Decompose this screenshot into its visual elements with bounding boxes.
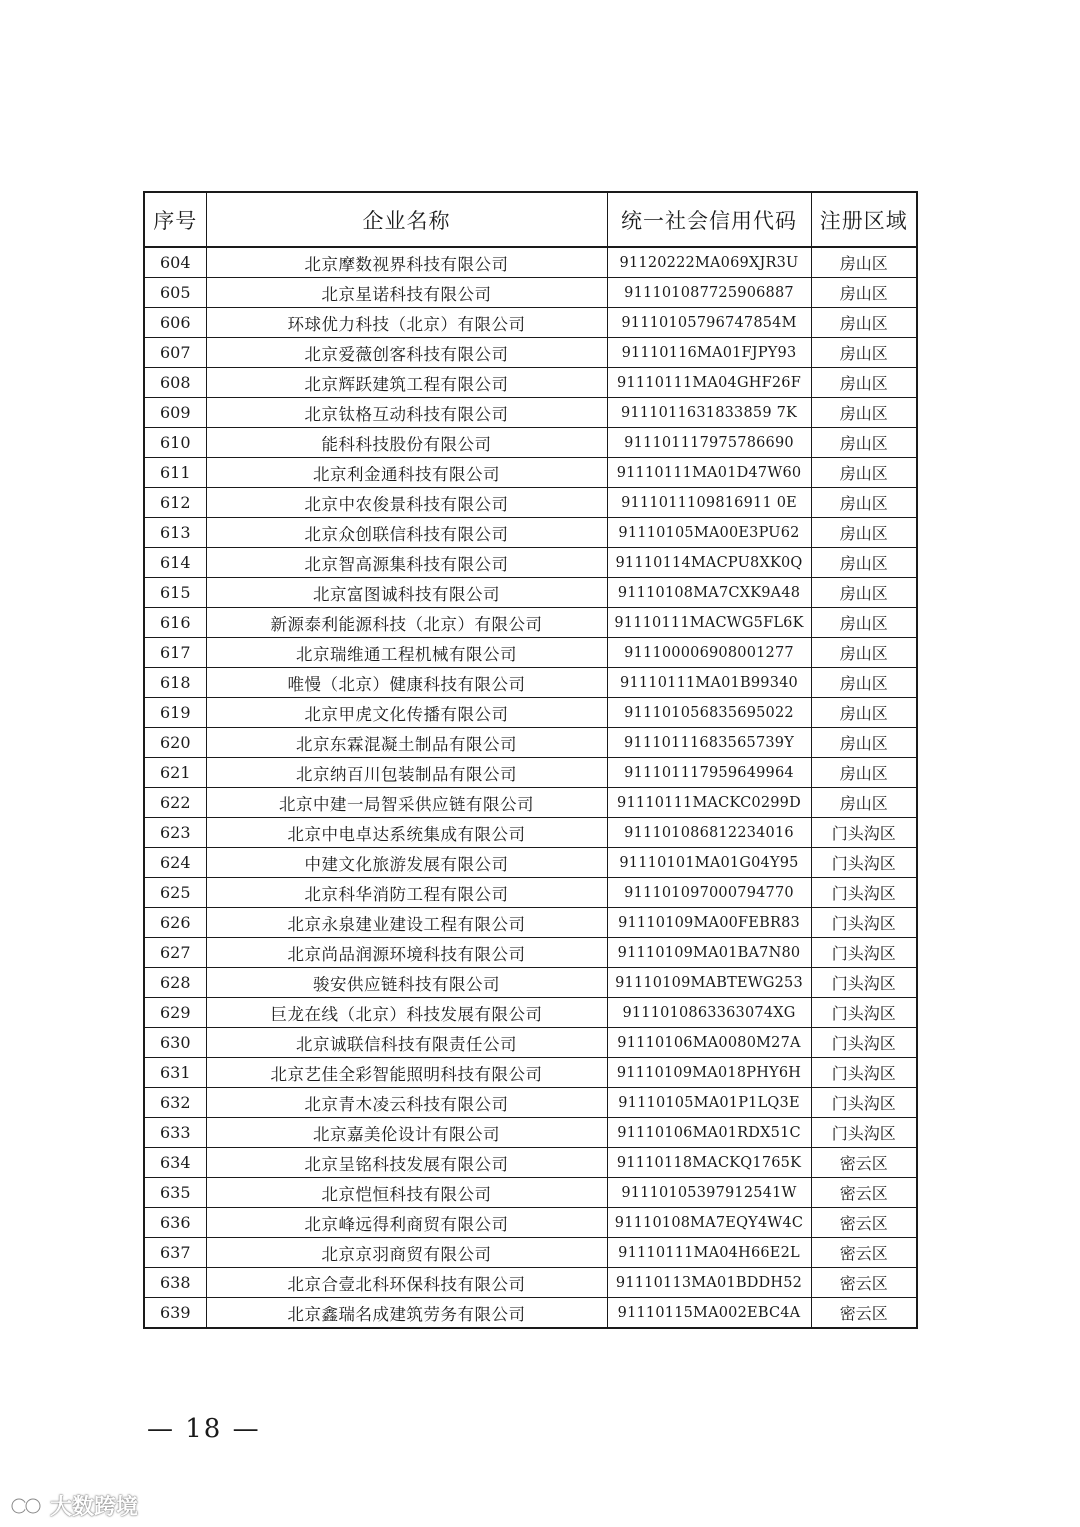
cell-company-name: 北京中电卓达系统集成有限公司 — [206, 818, 607, 848]
cell-company-name: 北京爱薇创客科技有限公司 — [206, 338, 607, 368]
cell-district: 密云区 — [811, 1268, 917, 1298]
table-row — [144, 608, 917, 638]
cell-district: 房山区 — [811, 548, 917, 578]
cell-credit-code: 91110111MA04H66E2L — [607, 1238, 811, 1268]
cell-company-name: 北京科华消防工程有限公司 — [206, 878, 607, 908]
cell-credit-code: 91110111MACKC0299D — [607, 788, 811, 818]
cell-serial: 612 — [144, 488, 206, 518]
cell-company-name: 唯慢（北京）健康科技有限公司 — [206, 668, 607, 698]
cell-serial: 628 — [144, 968, 206, 998]
cell-company-name: 中建文化旅游发展有限公司 — [206, 848, 607, 878]
cell-serial: 638 — [144, 1268, 206, 1298]
table-header-row — [144, 192, 917, 247]
company-table — [143, 191, 918, 1329]
cell-company-name: 北京瑞维通工程机械有限公司 — [206, 638, 607, 668]
cell-serial: 629 — [144, 998, 206, 1028]
cell-district: 门头沟区 — [811, 878, 917, 908]
cell-credit-code: 91110105397912541W — [607, 1178, 811, 1208]
table-row — [144, 398, 917, 428]
table-row — [144, 818, 917, 848]
cell-credit-code: 91120222MA069XJR3U — [607, 247, 811, 278]
table-row — [144, 728, 917, 758]
cell-company-name: 北京众创联信科技有限公司 — [206, 518, 607, 548]
cell-serial: 607 — [144, 338, 206, 368]
cell-district: 房山区 — [811, 308, 917, 338]
table-row — [144, 1088, 917, 1118]
table-row — [144, 1238, 917, 1268]
cell-company-name: 北京恺恒科技有限公司 — [206, 1178, 607, 1208]
cell-serial: 630 — [144, 1028, 206, 1058]
cell-credit-code: 91110111MA01D47W60 — [607, 458, 811, 488]
cell-company-name: 北京诚联信科技有限责任公司 — [206, 1028, 607, 1058]
cell-serial: 615 — [144, 578, 206, 608]
cell-serial: 624 — [144, 848, 206, 878]
cell-credit-code: 91110105MA00E3PU62 — [607, 518, 811, 548]
cell-company-name: 北京富图诚科技有限公司 — [206, 578, 607, 608]
cell-company-name: 北京京羽商贸有限公司 — [206, 1238, 607, 1268]
table-row — [144, 668, 917, 698]
cell-district: 密云区 — [811, 1238, 917, 1268]
cell-serial: 634 — [144, 1148, 206, 1178]
cell-serial: 623 — [144, 818, 206, 848]
table-row — [144, 788, 917, 818]
cell-company-name: 北京星诺科技有限公司 — [206, 278, 607, 308]
table-row — [144, 338, 917, 368]
cell-district: 门头沟区 — [811, 1028, 917, 1058]
cell-company-name: 北京利金通科技有限公司 — [206, 458, 607, 488]
watermark — [10, 1490, 138, 1521]
table-row — [144, 368, 917, 398]
table-row — [144, 758, 917, 788]
table-row — [144, 968, 917, 998]
cell-credit-code: 91110106MA01RDX51C — [607, 1118, 811, 1148]
cell-district: 房山区 — [811, 398, 917, 428]
cell-district: 门头沟区 — [811, 818, 917, 848]
cell-district: 门头沟区 — [811, 1118, 917, 1148]
cell-serial: 639 — [144, 1298, 206, 1329]
cell-district: 房山区 — [811, 668, 917, 698]
table-row — [144, 247, 917, 278]
cell-company-name: 北京摩数视界科技有限公司 — [206, 247, 607, 278]
table-row — [144, 278, 917, 308]
cell-district: 门头沟区 — [811, 848, 917, 878]
cell-district: 房山区 — [811, 368, 917, 398]
cell-district: 房山区 — [811, 728, 917, 758]
cell-credit-code: 91110109MA018PHY6H — [607, 1058, 811, 1088]
cell-district: 门头沟区 — [811, 968, 917, 998]
cell-company-name: 北京艺佳全彩智能照明科技有限公司 — [206, 1058, 607, 1088]
cell-serial: 604 — [144, 247, 206, 278]
cell-company-name: 北京永泉建业建设工程有限公司 — [206, 908, 607, 938]
cell-district: 房山区 — [811, 758, 917, 788]
cell-credit-code: 91110109MABTEWG253 — [607, 968, 811, 998]
cell-serial: 635 — [144, 1178, 206, 1208]
cell-credit-code: 91110113MA01BDDH52 — [607, 1268, 811, 1298]
cell-credit-code: 91110106MA0080M27A — [607, 1028, 811, 1058]
cell-district: 房山区 — [811, 278, 917, 308]
cell-credit-code: 91110108MA7EQY4W4C — [607, 1208, 811, 1238]
table-row — [144, 908, 917, 938]
cell-serial: 613 — [144, 518, 206, 548]
cell-company-name: 北京中建一局智采供应链有限公司 — [206, 788, 607, 818]
table-row — [144, 458, 917, 488]
header-district: 注册区域 — [811, 192, 917, 247]
cell-company-name: 北京峰远得利商贸有限公司 — [206, 1208, 607, 1238]
page-number: — 18 — — [147, 1414, 261, 1444]
cell-district: 房山区 — [811, 428, 917, 458]
cell-serial: 609 — [144, 398, 206, 428]
cell-company-name: 北京纳百川包装制品有限公司 — [206, 758, 607, 788]
cell-company-name: 北京合壹北科环保科技有限公司 — [206, 1268, 607, 1298]
cell-serial: 637 — [144, 1238, 206, 1268]
table-row — [144, 1028, 917, 1058]
cell-credit-code: 91110111683565739Y — [607, 728, 811, 758]
table-row — [144, 638, 917, 668]
cell-credit-code: 911101087725906887 — [607, 278, 811, 308]
cell-district: 房山区 — [811, 488, 917, 518]
cell-credit-code: 9111010863363074XG — [607, 998, 811, 1028]
cell-company-name: 北京尚品润源环境科技有限公司 — [206, 938, 607, 968]
cell-district: 密云区 — [811, 1148, 917, 1178]
cell-district: 房山区 — [811, 698, 917, 728]
cell-credit-code: 91110116MA01FJPY93 — [607, 338, 811, 368]
cell-company-name: 北京呈铭科技发展有限公司 — [206, 1148, 607, 1178]
table-row — [144, 1118, 917, 1148]
cell-serial: 627 — [144, 938, 206, 968]
cell-serial: 632 — [144, 1088, 206, 1118]
cell-credit-code: 91110118MACKQ1765K — [607, 1148, 811, 1178]
table-row — [144, 428, 917, 458]
table-row — [144, 518, 917, 548]
cell-district: 密云区 — [811, 1208, 917, 1238]
table-row — [144, 488, 917, 518]
cell-company-name: 骏安供应链科技有限公司 — [206, 968, 607, 998]
cell-district: 房山区 — [811, 247, 917, 278]
cell-credit-code: 911101086812234016 — [607, 818, 811, 848]
logo-icon — [10, 1494, 44, 1518]
table-row — [144, 1058, 917, 1088]
header-credit-code: 统一社会信用代码 — [607, 192, 811, 247]
cell-serial: 608 — [144, 368, 206, 398]
cell-serial: 622 — [144, 788, 206, 818]
cell-credit-code: 911101117959649964 — [607, 758, 811, 788]
cell-credit-code: 91110111MA04GHF26F — [607, 368, 811, 398]
cell-serial: 617 — [144, 638, 206, 668]
cell-district: 房山区 — [811, 458, 917, 488]
cell-serial: 618 — [144, 668, 206, 698]
cell-serial: 631 — [144, 1058, 206, 1088]
cell-district: 房山区 — [811, 578, 917, 608]
table-row — [144, 308, 917, 338]
cell-serial: 611 — [144, 458, 206, 488]
cell-credit-code: 91110105796747854M — [607, 308, 811, 338]
cell-credit-code: 91110109MA00FEBR83 — [607, 908, 811, 938]
cell-credit-code: 91110109MA01BA7N80 — [607, 938, 811, 968]
table-row — [144, 848, 917, 878]
cell-company-name: 能科科技股份有限公司 — [206, 428, 607, 458]
table-row — [144, 998, 917, 1028]
cell-serial: 636 — [144, 1208, 206, 1238]
cell-company-name: 北京辉跃建筑工程有限公司 — [206, 368, 607, 398]
cell-company-name: 巨龙在线（北京）科技发展有限公司 — [206, 998, 607, 1028]
cell-credit-code: 9111011631833859 7K — [607, 398, 811, 428]
cell-serial: 621 — [144, 758, 206, 788]
cell-district: 门头沟区 — [811, 998, 917, 1028]
cell-serial: 605 — [144, 278, 206, 308]
table-row — [144, 1268, 917, 1298]
cell-serial: 625 — [144, 878, 206, 908]
cell-district: 房山区 — [811, 638, 917, 668]
cell-credit-code: 91110101MA01G04Y95 — [607, 848, 811, 878]
cell-credit-code: 911101117975786690 — [607, 428, 811, 458]
cell-company-name: 环球优力科技（北京）有限公司 — [206, 308, 607, 338]
cell-credit-code: 91110114MACPU8XK0Q — [607, 548, 811, 578]
cell-district: 房山区 — [811, 608, 917, 638]
cell-credit-code: 91110115MA002EBC4A — [607, 1298, 811, 1329]
cell-company-name: 北京智高源集科技有限公司 — [206, 548, 607, 578]
cell-credit-code: 91110108MA7CXK9A48 — [607, 578, 811, 608]
cell-company-name: 北京鑫瑞名成建筑劳务有限公司 — [206, 1298, 607, 1329]
cell-district: 房山区 — [811, 788, 917, 818]
cell-company-name: 新源泰利能源科技（北京）有限公司 — [206, 608, 607, 638]
cell-company-name: 北京甲虎文化传播有限公司 — [206, 698, 607, 728]
cell-district: 门头沟区 — [811, 1058, 917, 1088]
table-row — [144, 1178, 917, 1208]
cell-district: 房山区 — [811, 338, 917, 368]
cell-district: 密云区 — [811, 1298, 917, 1329]
table-row — [144, 1148, 917, 1178]
cell-company-name: 北京东霖混凝土制品有限公司 — [206, 728, 607, 758]
table-row — [144, 938, 917, 968]
table-row — [144, 548, 917, 578]
table-row — [144, 1208, 917, 1238]
cell-company-name: 北京钛格互动科技有限公司 — [206, 398, 607, 428]
cell-credit-code: 91110105MA01P1LQ3E — [607, 1088, 811, 1118]
cell-district: 密云区 — [811, 1178, 917, 1208]
cell-serial: 620 — [144, 728, 206, 758]
cell-company-name: 北京青木凌云科技有限公司 — [206, 1088, 607, 1118]
table-body — [144, 247, 917, 1328]
watermark-text: 大数跨境 — [50, 1495, 139, 1520]
header-company-name: 企业名称 — [206, 192, 607, 247]
table-row — [144, 1298, 917, 1329]
cell-company-name: 北京中农俊景科技有限公司 — [206, 488, 607, 518]
cell-credit-code: 9111011109816911 0E — [607, 488, 811, 518]
header-serial: 序号 — [144, 192, 206, 247]
cell-serial: 633 — [144, 1118, 206, 1148]
table-row — [144, 698, 917, 728]
cell-credit-code: 911101056835695022 — [607, 698, 811, 728]
cell-district: 门头沟区 — [811, 908, 917, 938]
cell-district: 房山区 — [811, 518, 917, 548]
cell-district: 门头沟区 — [811, 1088, 917, 1118]
cell-serial: 606 — [144, 308, 206, 338]
table-row — [144, 578, 917, 608]
cell-serial: 616 — [144, 608, 206, 638]
cell-serial: 610 — [144, 428, 206, 458]
cell-credit-code: 911101097000794770 — [607, 878, 811, 908]
cell-serial: 614 — [144, 548, 206, 578]
table-row — [144, 878, 917, 908]
cell-credit-code: 91110111MA01B99340 — [607, 668, 811, 698]
cell-company-name: 北京嘉美伦设计有限公司 — [206, 1118, 607, 1148]
cell-serial: 619 — [144, 698, 206, 728]
cell-credit-code: 911100006908001277 — [607, 638, 811, 668]
cell-serial: 626 — [144, 908, 206, 938]
cell-credit-code: 91110111MACWG5FL6K — [607, 608, 811, 638]
cell-district: 门头沟区 — [811, 938, 917, 968]
